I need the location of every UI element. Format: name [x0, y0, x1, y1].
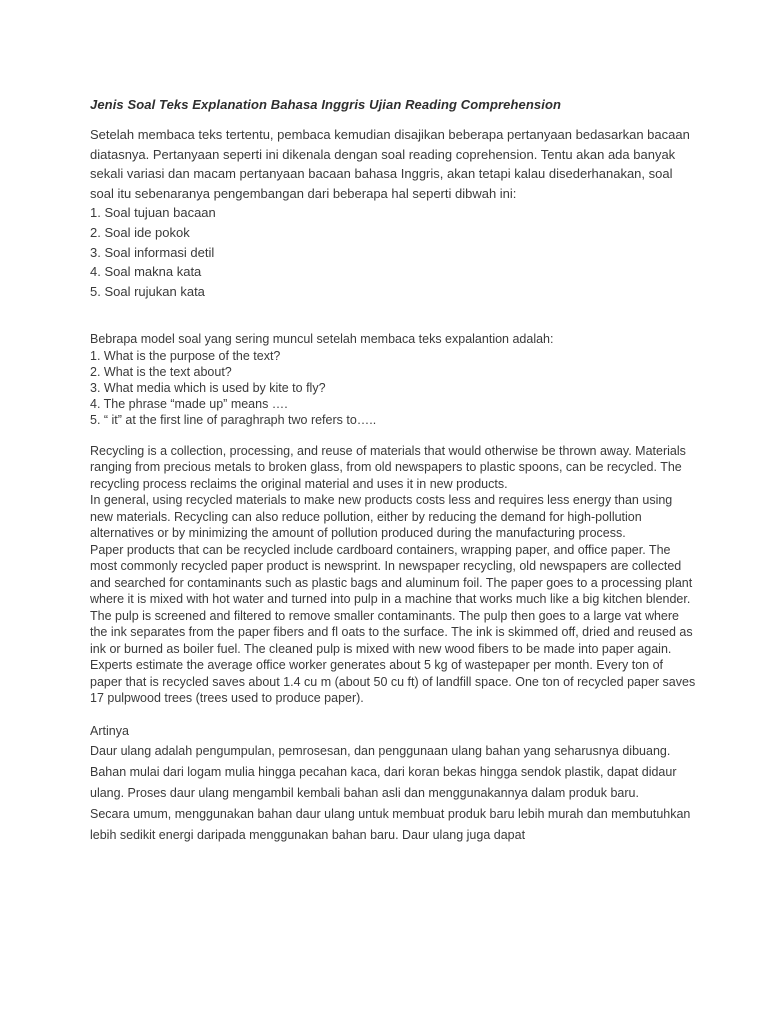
question-types-list: [90, 203, 698, 301]
list-item: 1. What is the purpose of the text?: [90, 348, 281, 363]
translation-paragraph: Daur ulang adalah pengumpulan, pemrosesan, dan penggunaan ulang bahan yang seharusnya dibuang. Bahan mulai dari logam mulia hingga pecahan kaca, dari koran bekas hingga sendok plastik, dapat didaur ulang. Proses daur ulang mengambil kembali bahan asli dan menggunakannya dalam produk baru.: [90, 744, 677, 800]
list-item: 3. Soal informasi detil: [90, 244, 215, 260]
models-intro: Bebrapa model soal yang sering muncul setelah membaca teks expalantion adalah:: [90, 332, 554, 347]
translation-heading: Artinya: [90, 723, 129, 738]
list-item: 4. The phrase “made up” means ….: [90, 397, 288, 412]
text-paragraph: Recycling is a collection, processing, and reuse of materials that would otherwise be thrown away. Materials ranging from precious metals to broken glass, from old newspapers to plastic spoons, can be recycled. The recycling process reclaims the original material and uses it in new products.: [90, 443, 686, 491]
list-item: 4. Soal makna kata: [90, 264, 202, 280]
english-text-section: [90, 443, 698, 707]
intro-section: [90, 125, 698, 301]
list-item: 5. “ it” at the first line of paraghraph two refers to…..: [90, 413, 377, 428]
list-item: 2. Soal ide pokok: [90, 224, 190, 240]
text-paragraph: Experts estimate the average office worker generates about 5 kg of wastepaper per month. Every ton of paper that is recycled saves about 1.4 cu m (about 50 cu ft) of landfill space. One ton of recycled paper saves 17 pulpwood trees (trees used to produce paper).: [90, 658, 696, 706]
text-paragraph: In general, using recycled materials to make new products costs less and requires less energy than using new materials. Recycling can also reduce pollution, either by reducing the demand for high-pollution alternatives or by minimizing the amount of pollution produced during the manufacturing process.: [90, 493, 673, 541]
text-paragraph: Paper products that can be recycled include cardboard containers, wrapping paper, and office paper. The most commonly recycled paper product is newsprint. In newspaper recycling, old newspapers are collected and searched for contaminants such as plastic bags and aluminum foil. The paper goes to a processing plant where it is mixed with hot water and turned into pulp in a machine that works much like a big kitchen blender. The pulp is screened and filtered to remove smaller contaminants. The pulp then goes to a large vat where the ink separates from the paper fibers and fl oats to the surface. The ink is skimmed off, dried and reused as ink or burned as boiler fuel. The cleaned pulp is mixed with new wood fibers to be made into paper again.: [90, 542, 693, 656]
list-item: 5. Soal rujukan kata: [90, 283, 205, 299]
model-questions-section: [90, 331, 698, 428]
translation-section: [90, 721, 698, 846]
list-item: 3. What media which is used by kite to fly?: [90, 380, 326, 395]
model-questions-list: [90, 348, 698, 429]
intro-paragraph: Setelah membaca teks tertentu, pembaca kemudian disajikan beberapa pertanyaan bedasarkan bacaan diatasnya. Pertanyaan seperti ini dikenala dengan soal reading coprehension. Tentu akan ada banyak sekali variasi dan macam pertanyaan bacaan bahasa Inggris, akan tetapi kalau disederhanakan, soal soal itu sebenaranya pengembangan dari beberapa hal seperti dibwah ini:: [90, 127, 690, 201]
list-item: 1. Soal tujuan bacaan: [90, 205, 216, 221]
translation-paragraph: Secara umum, menggunakan bahan daur ulang untuk membuat produk baru lebih murah dan membutuhkan lebih sedikit energi daripada menggunakan bahan baru. Daur ulang juga dapat: [90, 806, 691, 842]
list-item: 2. What is the text about?: [90, 364, 232, 379]
document-title: Jenis Soal Teks Explanation Bahasa Inggris Ujian Reading Comprehension: [90, 97, 562, 112]
